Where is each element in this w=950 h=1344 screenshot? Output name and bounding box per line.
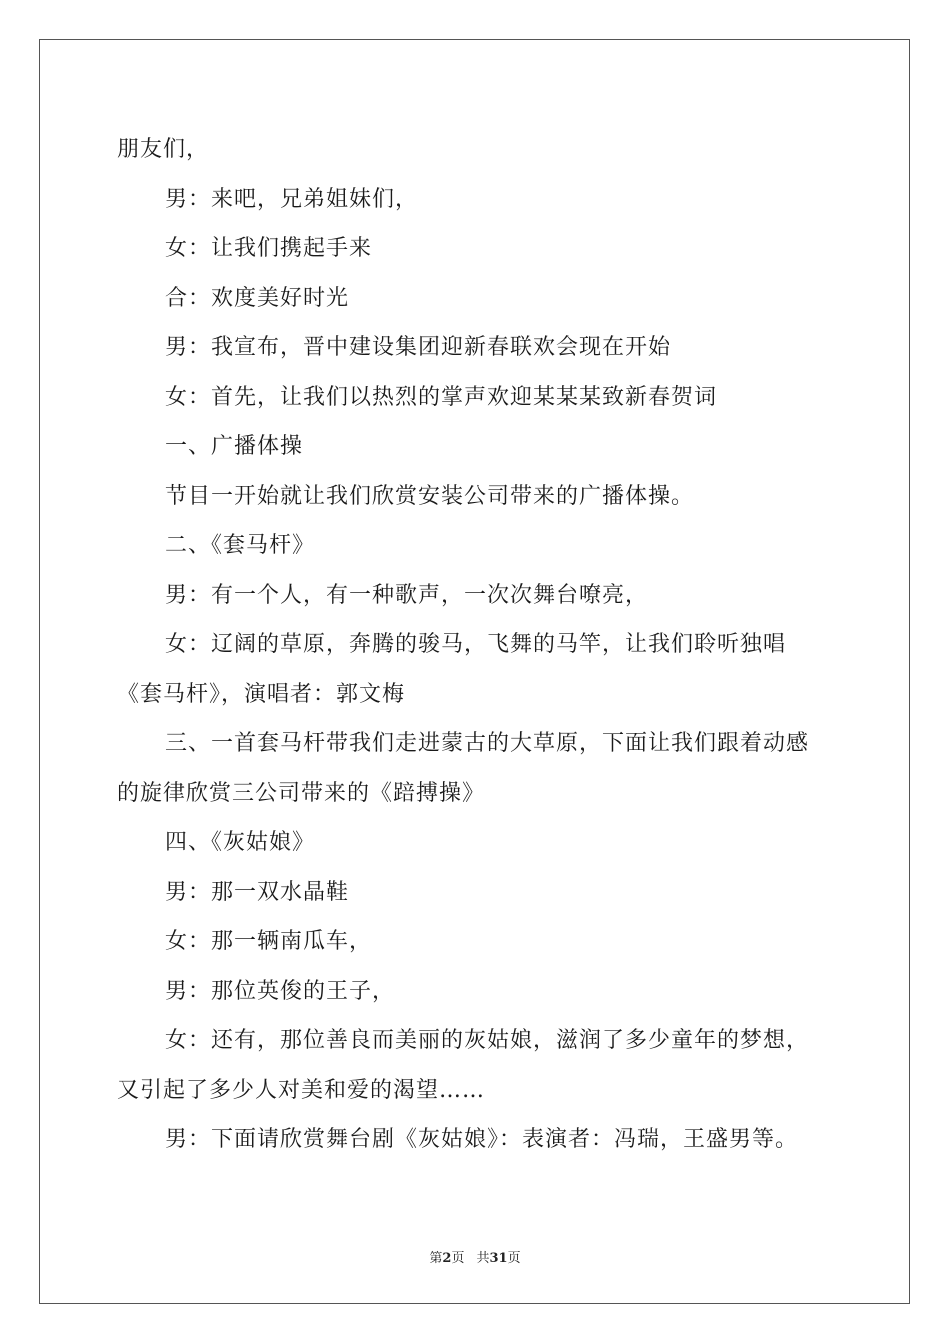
- paragraph-line: 四、《灰姑娘》: [165, 830, 316, 855]
- paragraph-line: 节目一开始就让我们欣赏安装公司带来的广播体操。: [165, 483, 695, 509]
- paragraph-line: 朋友们，: [117, 137, 210, 162]
- paragraph-line: 男：那位英俊的王子，: [165, 978, 396, 1004]
- document-body: [117, 125, 837, 1165]
- paragraph-line: 男：那一双水晶鞋: [165, 879, 350, 905]
- footer-page-number: 2: [442, 1251, 452, 1266]
- footer-total-suffix: 页: [507, 1251, 521, 1266]
- paragraph-line: 男：我宣布，晋中建设集团迎新春联欢会现在开始: [165, 335, 672, 360]
- paragraph-line: 男：下面请欣赏舞台剧《灰姑娘》：表演者：冯瑞，王盛男等。: [165, 1127, 799, 1152]
- paragraph-line: 女：辽阔的草原，奔腾的骏马，飞舞的马竿，让我们聆听独唱: [165, 632, 787, 657]
- paragraph-line: 女：还有，那位善良而美丽的灰姑娘，滋润了多少童年的梦想，: [165, 1028, 810, 1053]
- footer-total-prefix: 共: [476, 1251, 490, 1266]
- paragraph-line: 《套马杆》，演唱者：郭文梅: [117, 681, 406, 707]
- page-footer: [0, 1247, 950, 1266]
- footer-page-prefix: 第: [429, 1251, 443, 1266]
- paragraph-line: 合：欢度美好时光: [165, 285, 350, 311]
- paragraph-line: 女：首先，让我们以热烈的掌声欢迎某某某致新春贺词: [165, 384, 718, 410]
- paragraph-line: 女：那一辆南瓜车，: [165, 929, 373, 954]
- paragraph-line: 女：让我们携起手来: [165, 236, 373, 261]
- paragraph-line: 二、《套马杆》: [165, 533, 316, 558]
- paragraph-line: 又引起了多少人对美和爱的渴望……: [117, 1077, 486, 1103]
- footer-total-pages: 31: [489, 1251, 508, 1266]
- paragraph-line: 三、一首套马杆带我们走进蒙古的大草原，下面让我们跟着动感: [165, 731, 810, 756]
- paragraph-line: 一、广播体操: [165, 434, 304, 459]
- paragraph-line: 的旋律欣赏三公司带来的《踣搏操》: [117, 780, 486, 806]
- paragraph-line: 男：有一个人，有一种歌声，一次次舞台嘹亮，: [165, 582, 649, 608]
- footer-page-suffix: 页: [451, 1251, 465, 1266]
- paragraph-line: 男：来吧，兄弟姐妹们，: [165, 186, 419, 212]
